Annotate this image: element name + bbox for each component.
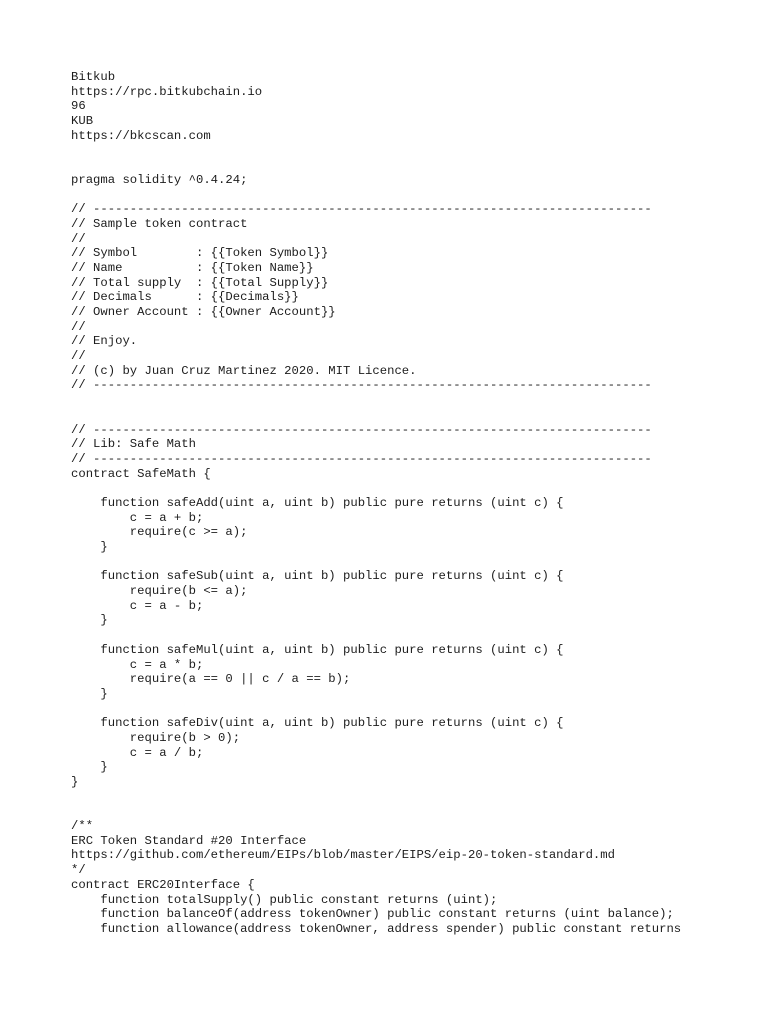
code-line: // [71,319,86,334]
code-text-block [71,70,681,937]
code-line: require(c >= a); [71,525,248,540]
code-line: // Name : {{Token Name}} [71,260,314,275]
code-line: require(b <= a); [71,584,248,599]
code-line: // ---------------------------------------------------------------------------- [71,451,652,466]
code-line [71,804,681,819]
code-line: // Enjoy. [71,334,138,349]
code-line: // ---------------------------------------------------------------------------- [71,378,652,393]
code-line: c = a / b; [71,745,204,760]
code-line: // Total supply : {{Total Supply}} [71,275,329,290]
code-line: */ [71,863,86,878]
code-line [71,628,681,643]
code-line: Bitkub [71,70,116,84]
code-line: /** [71,819,94,834]
code-line: contract ERC20Interface { [71,877,255,892]
code-line: } [71,540,108,554]
code-line: // ---------------------------------------------------------------------------- [71,202,652,217]
code-line: 96 [71,99,86,114]
code-line: contract SafeMath { [71,466,211,481]
code-line: // Symbol : {{Token Symbol}} [71,246,329,261]
code-line: ERC Token Standard #20 Interface [71,833,307,848]
code-line: c = a * b; [71,657,204,672]
code-line [71,408,681,423]
code-line: // Sample token contract [71,216,248,231]
code-line: https://bkcscan.com [71,128,211,143]
code-line: https://rpc.bitkubchain.io [71,84,263,99]
code-line: // Decimals : {{Decimals}} [71,290,299,305]
code-line: // (c) by Juan Cruz Martinez 2020. MIT Licence. [71,363,417,378]
code-line: } [71,613,108,628]
code-line: function balanceOf(address tokenOwner) public constant returns (uint balance); [71,907,674,922]
code-line: function safeDiv(uint a, uint b) public pure returns (uint c) { [71,716,564,731]
code-line [71,143,681,158]
code-line: c = a - b; [71,598,204,613]
code-line: pragma solidity ^0.4.24; [71,172,248,187]
code-line [71,790,681,805]
code-line [71,393,681,408]
code-line: c = a + b; [71,510,204,525]
code-line: function safeAdd(uint a, uint b) public pure returns (uint c) { [71,495,564,510]
code-line: require(a == 0 || c / a == b); [71,672,351,687]
code-line [71,702,681,717]
code-line: } [71,760,108,775]
code-line: function safeSub(uint a, uint b) public pure returns (uint c) { [71,569,564,584]
code-line: } [71,686,108,701]
code-line: } [71,775,79,789]
code-line [71,481,681,496]
code-line: // Lib: Safe Math [71,437,196,452]
code-line: function safeMul(uint a, uint b) public pure returns (uint c) { [71,642,564,657]
code-line: require(b > 0); [71,730,241,745]
code-line: KUB [71,114,94,129]
code-line: // ---------------------------------------------------------------------------- [71,422,652,437]
code-line: https://github.com/ethereum/EIPs/blob/master/EIPS/eip-20-token-standard.md [71,848,615,863]
code-line: // Owner Account : {{Owner Account}} [71,305,336,319]
code-line: function allowance(address tokenOwner, address spender) public constant returns [71,921,682,936]
code-line: // [71,349,86,364]
code-line [71,188,681,203]
code-line [71,555,681,570]
code-line: // [71,231,86,246]
code-line: function totalSupply() public constant returns (uint); [71,892,498,907]
code-line [71,158,681,173]
